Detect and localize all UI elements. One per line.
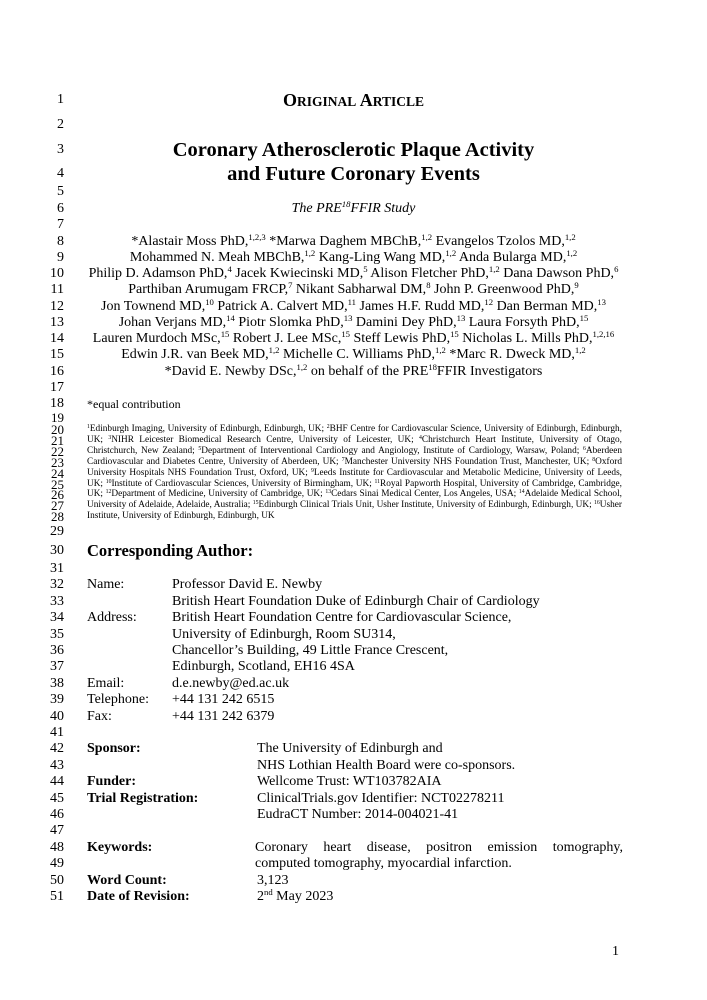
title-line-2: and Future Coronary Events (227, 163, 480, 185)
study-subtitle: The PRE$^{18}$FFIR Study (291, 199, 416, 216)
affiliation-marker: 13 (597, 296, 606, 307)
author-name: Michelle C. Williams PhD, (279, 347, 435, 363)
author-name: Damini Dey PhD, (352, 314, 457, 330)
line-number: 24 (51, 465, 64, 481)
author-name: Kang-Ling Wang MD, (315, 249, 446, 265)
author-name: Mohammed N. Meah MBChB, (129, 249, 305, 265)
line-number: 16 (50, 363, 64, 379)
affiliation-text: Oxford University Hospitals NHS Foundation Trust, Oxford, UK; (87, 456, 622, 478)
affiliation-marker: 1,2 (574, 345, 586, 356)
affiliation-marker: 1,2,16 (592, 329, 615, 340)
line-number: 35 (50, 626, 64, 642)
author-name: Parthiban Arumugam FRCP, (128, 282, 289, 298)
line-number: 50 (50, 872, 64, 888)
affiliation-marker: 15 (450, 329, 459, 340)
affiliation-marker: 5 (363, 264, 368, 275)
author-name: Steff Lewis PhD, (350, 331, 451, 346)
line-number: 2 (57, 117, 64, 132)
title-line-1: Coronary Atherosclerotic Plaque Activity (172, 139, 535, 161)
line-number: 17 (50, 379, 64, 395)
line-number: 21 (51, 432, 64, 448)
author-name: Alison Fletcher PhD, (367, 266, 489, 281)
line-number: 10 (50, 266, 64, 281)
revision-date-value: 2nd May 2023 (257, 887, 334, 904)
line-number: 48 (50, 839, 64, 855)
line-number: 22 (51, 443, 64, 459)
trial-registration-label: Trial Registration: (87, 790, 199, 806)
affiliation-text: BHF Centre for Cardiovascular Science, University of Edinburgh, Edinburgh, UK; (87, 424, 622, 445)
line-number: 6 (57, 201, 64, 216)
line-number: 7 (57, 217, 64, 233)
affiliation-text: Christchurch Heart Institute, University of Otago, Christchurch, New Zealand; (87, 434, 623, 456)
affiliation-marker: 1,2 (564, 231, 576, 242)
author-name: John P. Greenwood PhD, (430, 282, 575, 298)
equal-contribution-note: *equal contribution (87, 397, 181, 411)
line-number: 44 (50, 774, 64, 790)
address-label: Address: (87, 610, 137, 626)
affiliation-marker: 1,2 (434, 345, 446, 356)
author-name: *Marc R. Dweck MD, (445, 347, 575, 363)
fax-value: +44 131 242 6379 (172, 708, 275, 724)
author-name: *Alastair Moss PhD, (131, 233, 249, 249)
line-number: 47 (50, 823, 64, 839)
affiliation-marker: 14 (226, 312, 235, 323)
affiliation-marker: 1,2 (488, 264, 500, 275)
line-number: 36 (50, 643, 64, 658)
email-label: Email: (87, 675, 125, 691)
author-name: Dana Dawson PhD, (499, 266, 615, 281)
affiliation-marker: 11 (347, 296, 356, 307)
line-number: 8 (57, 233, 64, 249)
affiliation-text: Edinburgh Clinical Trials Unit, Usher Institute, University of Edinburgh, Edinburgh, UK; (258, 500, 595, 511)
keywords-label: Keywords: (87, 839, 153, 855)
line-number: 42 (50, 741, 64, 757)
author-line (0, 266, 707, 282)
affiliation-number: 15 (252, 500, 259, 507)
affiliation-marker: 9 (574, 280, 579, 291)
author-name: Robert J. Lee MSc, (229, 331, 342, 346)
author-name: Nikant Sabharwal DM, (292, 282, 427, 298)
affiliation-marker: 15 (341, 329, 351, 340)
revision-date-label: Date of Revision: (87, 889, 190, 904)
line-number: 30 (50, 543, 64, 558)
affiliation-marker: 1,2 (566, 247, 578, 258)
affiliation-marker: 12 (484, 296, 494, 307)
author-line (0, 361, 707, 380)
author-name: Philip D. Adamson PhD, (88, 266, 228, 281)
author-name: Johan Verjans MD, (118, 314, 227, 330)
line-number: 27 (51, 498, 64, 514)
affiliation-number: 13 (325, 489, 332, 496)
affiliation-number: 5 (198, 445, 202, 452)
address-line: University of Edinburgh, Room SU314, (172, 626, 396, 642)
affiliation-marker: 4 (227, 264, 232, 275)
affiliation-marker: 15 (579, 312, 589, 323)
affiliation-number: 4 (419, 434, 422, 441)
affiliation-marker: 18 (428, 361, 437, 372)
affiliation-marker: 6 (614, 264, 619, 275)
affiliation-marker: 1,2 (268, 345, 280, 356)
affiliation-number: 2 (326, 423, 330, 430)
affiliation-marker: 13 (456, 312, 466, 323)
author-line (0, 247, 707, 266)
affiliation-text: Department of Medicine, University of Cambridge, UK; (111, 489, 326, 500)
line-number: 31 (50, 561, 64, 576)
line-number: 11 (50, 282, 64, 298)
affiliation-text: NIHR Leicester Biomedical Research Centre, University of Leicester, UK; (111, 434, 419, 445)
line-number: 5 (57, 184, 64, 199)
author-name: Dan Berman MD, (493, 298, 598, 314)
position-value: British Heart Foundation Duke of Edinburgh Chair of Cardiology (172, 593, 540, 609)
trial-registration-value: EudraCT Number: 2014-004021-41 (257, 807, 459, 822)
affiliation-marker: 15 (220, 329, 230, 340)
affiliation-marker: 10 (205, 296, 214, 307)
affiliation-marker: 13 (343, 312, 353, 323)
line-number: 12 (50, 298, 64, 314)
affiliations (87, 424, 622, 522)
author-name: Jacek Kwiecinski MD, (231, 266, 364, 281)
word-count-value: 3,123 (257, 872, 289, 888)
line-number: 15 (50, 347, 64, 363)
address-line: Edinburgh, Scotland, EH16 4SA (172, 659, 355, 675)
affiliation-number: 10 (105, 478, 112, 485)
affiliation-marker: 1,2 (445, 247, 457, 258)
line-number: 28 (51, 509, 64, 525)
affiliation-number: 7 (341, 456, 345, 463)
affiliation-number: 6 (582, 445, 586, 452)
affiliation-number: 16 (594, 500, 600, 507)
affiliation-text: Royal Papworth Hospital, University of Cambridge, Cambridge, UK; (87, 478, 622, 500)
address-line: Chancellor’s Building, 49 Little France Crescent, (172, 643, 449, 658)
corresponding-author-heading: Corresponding Author: (87, 541, 254, 560)
line-number: 38 (50, 675, 64, 691)
line-number: 49 (50, 856, 64, 872)
article-type: ORIGINAL ARTICLE (282, 90, 425, 110)
affiliation-number: 14 (518, 489, 525, 496)
line-number: 19 (51, 410, 64, 425)
author-name: on behalf of the PRE (307, 363, 429, 379)
affiliation-number: 8 (592, 456, 596, 463)
author-name: Anda Bularga MD, (456, 249, 567, 265)
affiliation-marker: 1,2 (296, 361, 308, 372)
author-name: *David E. Newby DSc, (164, 363, 297, 379)
affiliation-number: 3 (108, 434, 112, 441)
keywords-value: Coronary heart disease, positron emission tomography, (255, 839, 623, 855)
affiliation-text: Cedars Sinai Medical Center, Los Angeles, USA; (331, 489, 519, 500)
line-number: 46 (50, 807, 64, 822)
author-line (0, 347, 707, 363)
author-name: FFIR Investigators (436, 363, 543, 379)
keywords-value: computed tomography, myocardial infarction. (255, 856, 512, 872)
affiliation-marker: 1,2,3 (248, 231, 266, 242)
affiliation-text: Aberdeen Cardiovascular and Diabetes Centre, University of Aberdeen, UK; (87, 445, 622, 467)
author-name: Jon Townend MD, (101, 298, 206, 314)
author-name: Lauren Murdoch MSc, (92, 331, 221, 346)
author-name: Nicholas L. Mills PhD, (458, 331, 593, 346)
line-number: 3 (57, 142, 64, 157)
name-label: Name: (87, 577, 125, 593)
telephone-value: +44 131 242 6515 (172, 692, 275, 708)
line-number: 14 (50, 331, 64, 346)
affiliation-text: Edinburgh Imaging, University of Edinburgh, Edinburgh, UK; (89, 424, 327, 434)
name-value: Professor David E. Newby (172, 577, 323, 593)
author-name: Laura Forsyth PhD, (465, 314, 580, 330)
author-name: *Marwa Daghem MBChB, (265, 233, 422, 249)
line-number: 34 (50, 610, 64, 626)
author-line (0, 331, 707, 347)
author-name: Edwin J.R. van Beek MD, (121, 347, 269, 363)
author-line (0, 231, 707, 250)
line-number: 20 (51, 422, 64, 437)
funder-value: Wellcome Trust: WT103782AIA (257, 774, 442, 790)
author-name: James H.F. Rudd MD, (356, 298, 485, 314)
line-number: 45 (50, 790, 64, 806)
line-number: 43 (50, 757, 64, 773)
affiliation-number: 1 (87, 423, 90, 430)
affiliation-text: Manchester University NHS Foundation Trust, Manchester, UK; (344, 456, 593, 467)
sponsor-value: NHS Lothian Health Board were co-sponsors. (257, 757, 516, 773)
affiliation-text: Adelaide Medical School, University of Adelaide, Adelaide, Australia; (87, 489, 622, 511)
author-name: Evangelos Tzolos MD, (432, 233, 565, 249)
line-number: 9 (57, 249, 64, 265)
line-number: 4 (57, 166, 64, 181)
line-number: 33 (50, 593, 64, 609)
line-number: 18 (50, 396, 64, 411)
fax-label: Fax: (87, 708, 112, 724)
affiliation-number: 9 (310, 467, 314, 474)
line-number: 41 (50, 725, 64, 740)
email-link[interactable]: d.e.newby@ed.ac.uk (172, 675, 290, 691)
address-line: British Heart Foundation Centre for Cardiovascular Science, (172, 610, 512, 626)
sponsor-value: The University of Edinburgh and (257, 741, 443, 757)
line-number: 1 (57, 92, 64, 107)
line-number: 51 (50, 889, 64, 904)
affiliation-marker: 1,2 (421, 231, 433, 242)
page-number: 1 (612, 944, 619, 959)
line-number: 13 (50, 314, 64, 330)
line-number: 39 (50, 692, 64, 708)
line-number: 32 (50, 577, 64, 593)
line-number: 29 (50, 524, 64, 539)
author-name: Piotr Slomka PhD, (234, 314, 344, 330)
word-count-label: Word Count: (87, 872, 167, 888)
affiliation-marker: 1,2 (304, 247, 316, 258)
affiliation-text: Department of Interventional Cardiology and Angiology, Institute of Cardiology, Warsaw, Poland; (201, 445, 583, 456)
line-number: 40 (50, 708, 64, 724)
line-number: 26 (51, 487, 64, 503)
affiliation-text: Leeds Institute for Cardiovascular and Metabolic Medicine, University of Leeds, UK; (87, 467, 623, 489)
funder-label: Funder: (87, 774, 136, 790)
telephone-label: Telephone: (87, 692, 149, 708)
line-number: 25 (51, 476, 64, 492)
author-name: Patrick A. Calvert MD, (213, 298, 348, 314)
affiliation-number: 11 (374, 478, 381, 485)
line-number: 23 (51, 454, 64, 470)
sponsor-label: Sponsor: (87, 741, 141, 757)
affiliation-marker: 8 (426, 280, 431, 291)
affiliation-marker: 7 (288, 280, 293, 291)
affiliation-text: Usher Institute, University of Edinburgh, Edinburgh, UK (87, 500, 622, 522)
affiliation-text: Institute of Cardiovascular Sciences, University of Birmingham, UK; (111, 478, 375, 489)
author-line (0, 296, 707, 315)
trial-registration-value: ClinicalTrials.gov Identifier: NCT02278211 (257, 790, 505, 806)
affiliation-number: 12 (105, 489, 112, 496)
line-number: 37 (50, 659, 64, 675)
